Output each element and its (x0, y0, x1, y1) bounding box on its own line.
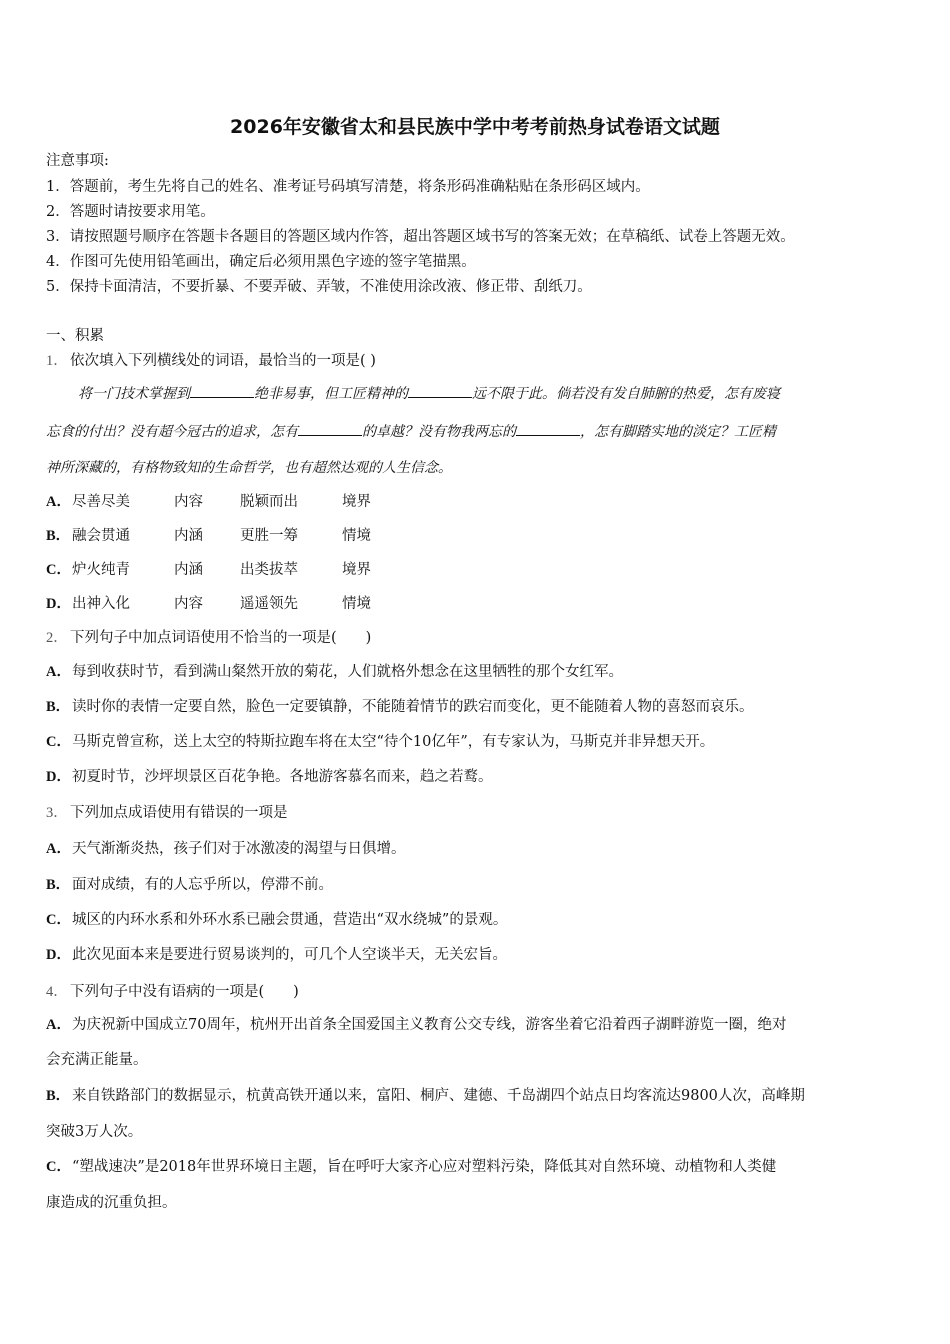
q4-option-c (46, 1157, 776, 1177)
q2-option-a (46, 662, 623, 682)
q4-option-b (46, 1086, 805, 1106)
option-text: “塑战速决”是2018年世界环境日主题，旨在呼吁大家齐心应对塑料污染，降低其对自然环境、动植物和人类健 (72, 1159, 777, 1175)
q1-option-d (46, 594, 402, 614)
option-word: 内涵 (174, 562, 203, 578)
option-word: 出类拔萃 (240, 562, 298, 578)
notice-item: 5．保持卡面清洁，不要折暴、不要弄破、弄皱，不准使用涂改液、修正带、刮纸刀。 (46, 279, 592, 295)
section-heading: 一、积累 (46, 328, 104, 344)
option-text: 每到收获时节，看到满山粲然开放的菊花，人们就格外想念在这里牺牲的那个女红军。 (72, 664, 623, 680)
q4-option-b-cont: 突破3万人次。 (46, 1124, 143, 1140)
option-letter: C． (46, 912, 71, 928)
option-text: 此次见面本来是要进行贸易谈判的，可几个人空谈半天，无关宏旨。 (72, 947, 507, 963)
option-text: 城区的内环水系和外环水系已融会贯通，营造出“双水绕城”的景观。 (72, 912, 508, 928)
option-word: 内容 (174, 596, 203, 612)
q1-option-b (46, 526, 402, 546)
passage-text: 远不限于此。倘若没有发自肺腑的热爱，怎有废寝 (472, 386, 780, 402)
option-text: 天气渐渐炎热，孩子们对于冰激凌的渴望与日俱增。 (72, 841, 406, 857)
option-text: 初夏时节，沙坪坝景区百花争艳。各地游客慕名而来，趋之若鹜。 (72, 769, 493, 785)
option-word: 融会贯通 (72, 528, 130, 544)
page-title: 2026年安徽省太和县民族中学中考考前热身试卷语文试题 (230, 116, 720, 138)
question-number: 2． (46, 630, 68, 646)
option-word: 尽善尽美 (72, 494, 130, 510)
q4-option-a-cont: 会充满正能量。 (46, 1052, 148, 1068)
option-letter: C． (46, 562, 71, 578)
option-text: 面对成绩，有的人忘乎所以，停滞不前。 (72, 877, 333, 893)
option-letter: C． (46, 734, 71, 750)
option-letter: B． (46, 877, 71, 893)
option-letter: C． (46, 1159, 71, 1175)
q4-option-c-cont: 康造成的沉重负担。 (46, 1195, 177, 1211)
notice-item: 4．作图可先使用铅笔画出，确定后必须用黑色字迹的签字笔描黑。 (46, 254, 476, 270)
q3-option-a (46, 839, 406, 859)
fill-blank (516, 423, 580, 436)
option-word: 内涵 (174, 528, 203, 544)
option-letter: D． (46, 947, 71, 963)
notice-item: 2．答题时请按要求用笔。 (46, 204, 215, 220)
question-1 (46, 351, 376, 371)
option-word: 内容 (174, 494, 203, 510)
option-word: 遥遥领先 (240, 596, 298, 612)
notice-item: 1．答题前，考生先将自己的姓名、准考证号码填写清楚，将条形码准确粘贴在条形码区域内。 (46, 179, 650, 195)
notice-item: 3．请按照题号顺序在答题卡各题目的答题区域内作答，超出答题区域书写的答案无效；在草稿纸、试卷上答题无效。 (46, 229, 795, 245)
option-letter: D． (46, 769, 71, 785)
option-letter: A． (46, 494, 71, 510)
q4-option-a (46, 1015, 786, 1035)
fill-blank (190, 385, 254, 398)
q3-option-d (46, 945, 507, 965)
option-letter: A． (46, 841, 71, 857)
option-letter: B． (46, 699, 71, 715)
option-letter: D． (46, 596, 71, 612)
q1-option-a (46, 492, 402, 512)
notice-heading: 注意事项: (46, 153, 109, 169)
q1-option-c (46, 560, 402, 580)
q2-option-c (46, 732, 714, 752)
passage-line-3: 神所深藏的，有格物致知的生命哲学，也有超然达观的人生信念。 (46, 460, 452, 476)
passage-line-1 (78, 384, 780, 404)
option-word: 炉火纯青 (72, 562, 130, 578)
question-4 (46, 982, 299, 1002)
option-word: 脱颖而出 (240, 494, 298, 510)
fill-blank (298, 423, 362, 436)
question-stem: 下列加点成语使用有错误的一项是 (70, 805, 288, 821)
q3-option-b (46, 875, 333, 895)
option-word: 更胜一筹 (240, 528, 298, 544)
q2-option-d (46, 767, 493, 787)
question-number: 4． (46, 984, 68, 1000)
passage-text: ，怎有脚踏实地的淡定？工匠精 (580, 424, 776, 440)
q3-option-c (46, 910, 507, 930)
option-word: 出神入化 (72, 596, 130, 612)
passage-text: 的卓越？没有物我两忘的 (362, 424, 516, 440)
option-word: 境界 (342, 562, 371, 578)
question-stem: 下列句子中没有语病的一项是( ) (70, 984, 299, 1000)
passage-line-2 (46, 422, 776, 442)
question-number: 1． (46, 353, 68, 369)
question-number: 3． (46, 805, 68, 821)
passage-text: 将一门技术掌握到 (78, 386, 190, 402)
option-text: 为庆祝新中国成立70周年，杭州开出首条全国爱国主义教育公交专线，游客坐着它沿着西子湖畔游览一圈，绝对 (72, 1017, 787, 1033)
question-stem: 下列句子中加点词语使用不恰当的一项是( ) (70, 630, 372, 646)
question-2 (46, 628, 371, 648)
question-stem: 依次填入下列横线处的词语，最恰当的一项是( ) (70, 353, 376, 369)
option-word: 情境 (342, 528, 371, 544)
option-letter: B． (46, 528, 71, 544)
option-text: 马斯克曾宣称，送上太空的特斯拉跑车将在太空“待个10亿年”，有专家认为，马斯克并非异想天开。 (72, 734, 715, 750)
option-word: 境界 (342, 494, 371, 510)
option-letter: A． (46, 664, 71, 680)
option-text: 来自铁路部门的数据显示，杭黄高铁开通以来，富阳、桐庐、建德、千岛湖四个站点日均客流达9800人次，高峰期 (72, 1088, 805, 1104)
option-letter: A． (46, 1017, 71, 1033)
option-word: 情境 (342, 596, 371, 612)
passage-text: 绝非易事，但工匠精神的 (254, 386, 408, 402)
fill-blank (408, 385, 472, 398)
passage-text: 忘食的付出？没有超今冠古的追求，怎有 (46, 424, 298, 440)
option-text: 读时你的表情一定要自然，脸色一定要镇静，不能随着情节的跌宕而变化，更不能随着人物的喜怒而哀乐。 (72, 699, 754, 715)
option-letter: B． (46, 1088, 71, 1104)
q2-option-b (46, 697, 754, 717)
question-3 (46, 803, 288, 823)
